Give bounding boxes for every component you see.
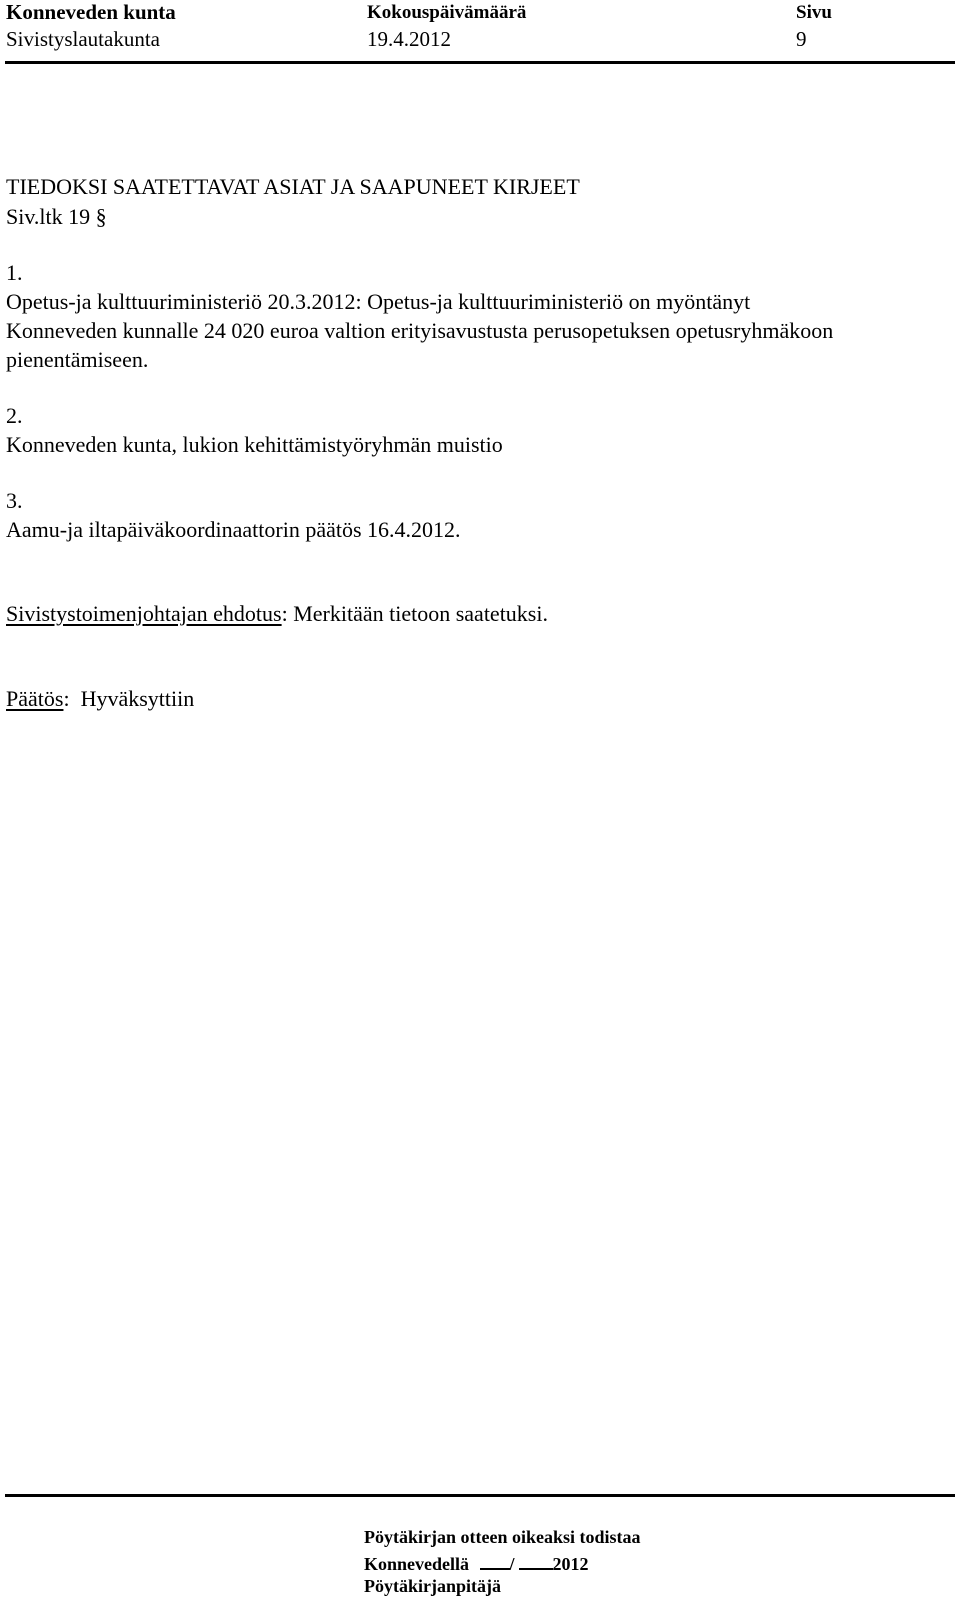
section-reference: Siv.ltk 19 § (6, 204, 107, 229)
decision (6, 686, 194, 711)
item-number: 2. (6, 403, 23, 428)
header-rule (5, 61, 955, 64)
item-text-line: pienentämiseen. (6, 347, 149, 372)
month-blank (519, 1552, 553, 1570)
decision-text: : Hyväksyttiin (63, 686, 195, 711)
certification-text: Pöytäkirjan otteen oikeaksi todistaa (364, 1527, 641, 1547)
page-label: Sivu (796, 2, 832, 23)
date-separator: / (509, 1554, 515, 1574)
place-name: Konnevedellä (364, 1554, 470, 1574)
section-title: TIEDOKSI SAATETTAVAT ASIAT JA SAAPUNEET KIRJEET (6, 174, 580, 199)
footer-rule (5, 1494, 955, 1497)
proposal-text: : Merkitään tietoon saatetuksi. (281, 601, 548, 626)
department-name: Sivistyslautakunta (6, 27, 160, 51)
item-number: 1. (6, 260, 23, 285)
decision-label: Päätös (6, 686, 64, 711)
item-number: 3. (6, 488, 23, 513)
item-text-line: Aamu-ja iltapäiväkoordinaattorin päätös 16.4.2012. (6, 517, 461, 542)
organization-name: Konneveden kunta (6, 0, 176, 24)
signer-title: Pöytäkirjanpitäjä (364, 1576, 501, 1596)
proposal (6, 601, 548, 626)
proposal-label: Sivistystoimenjohtajan ehdotus (6, 601, 282, 626)
meeting-date-value: 19.4.2012 (367, 27, 451, 51)
page-number: 9 (796, 27, 807, 51)
item-text-line: Opetus-ja kulttuuriministeriö 20.3.2012: Opetus-ja kulttuuriministeriö on myöntänyt (6, 289, 751, 314)
year: 2012 (552, 1554, 589, 1574)
day-blank (480, 1552, 510, 1570)
place-date-line (364, 1552, 589, 1574)
item-text-line: Konneveden kunta, lukion kehittämistyöryhmän muistio (6, 432, 503, 457)
item-text-line: Konneveden kunnalle 24 020 euroa valtion erityisavustusta perusopetuksen opetusryhmäkoon (6, 318, 834, 343)
meeting-date-label: Kokouspäivämäärä (367, 2, 527, 23)
